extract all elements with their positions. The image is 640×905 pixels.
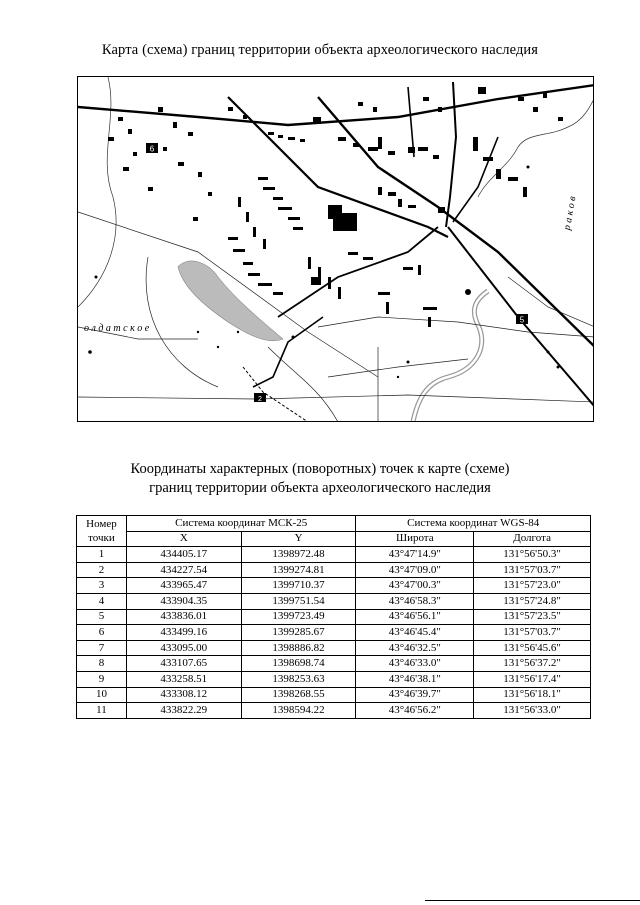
table-body [77, 547, 591, 719]
cell-n: 6 [77, 625, 127, 641]
cell-lon: 131°57'23.0" [474, 578, 591, 594]
cell-lat: 43°46'58.3" [356, 593, 474, 609]
cell-x: 434405.17 [126, 547, 241, 563]
cell-lat: 43°47'09.0" [356, 562, 474, 578]
cell-x: 433499.16 [126, 625, 241, 641]
stream [78, 77, 116, 307]
cell-lon: 131°56'50.3" [474, 547, 591, 563]
table-row [77, 578, 591, 594]
cell-lat: 43°46'33.0" [356, 656, 474, 672]
table-row [77, 625, 591, 641]
cell-lon: 131°57'03.7" [474, 562, 591, 578]
cell-lon: 131°57'24.8" [474, 593, 591, 609]
page-title: Карта (схема) границ территории объекта археологического наследия [101, 42, 539, 58]
header-wgs84: Система координат WGS-84 [356, 516, 591, 532]
cell-lon: 131°56'17.4" [474, 671, 591, 687]
cell-lon: 131°57'23.5" [474, 609, 591, 625]
caption-line-1: Координаты характерных (поворотных) точек к карте (схеме) [130, 461, 510, 477]
map-marker-small [408, 147, 415, 153]
cell-lat: 43°47'14.9" [356, 547, 474, 563]
cell-y: 1399710.37 [241, 578, 356, 594]
caption-line-2: границ территории объекта археологического наследия [149, 480, 491, 496]
table-subheader-row [77, 531, 591, 547]
table-row [77, 562, 591, 578]
header-point-number: Номер точки [77, 516, 127, 547]
cell-x: 433308.12 [126, 687, 241, 703]
table-caption [0, 460, 640, 498]
cell-x: 433965.47 [126, 578, 241, 594]
cell-n: 7 [77, 640, 127, 656]
table-row [77, 640, 591, 656]
footer-rule [425, 900, 640, 901]
table-row [77, 656, 591, 672]
buildings [108, 92, 563, 327]
header-x: X [126, 531, 241, 547]
lake [178, 261, 283, 341]
cell-n: 3 [77, 578, 127, 594]
map-dots [88, 166, 559, 379]
cell-y: 1398972.48 [241, 547, 356, 563]
map-marker-small [438, 207, 445, 213]
cell-n: 11 [77, 703, 127, 719]
table-row [77, 671, 591, 687]
table-row [77, 593, 591, 609]
cell-lat: 43°46'32.5" [356, 640, 474, 656]
map-marker-small [478, 87, 486, 94]
cell-y: 1399751.54 [241, 593, 356, 609]
cell-lon: 131°56'45.6" [474, 640, 591, 656]
map-marker-small [313, 117, 321, 124]
cell-y: 1399723.49 [241, 609, 356, 625]
table-row [77, 703, 591, 719]
map-label-east: р а к о в [561, 195, 579, 231]
cell-y: 1398594.22 [241, 703, 356, 719]
table-row [77, 609, 591, 625]
cell-n: 10 [77, 687, 127, 703]
cell-x: 433822.29 [126, 703, 241, 719]
cell-x: 433095.00 [126, 640, 241, 656]
map-marker-6 [146, 143, 158, 154]
map-marker-5 [516, 314, 528, 325]
cell-x: 434227.54 [126, 562, 241, 578]
table-row [77, 547, 591, 563]
map-marker-small [311, 277, 321, 285]
header-msk25: Система координат МСК-25 [126, 516, 356, 532]
table-row [77, 687, 591, 703]
cell-lat: 43°46'56.2" [356, 703, 474, 719]
cell-y: 1399274.81 [241, 562, 356, 578]
map-label-street: о л д а т с к о е [84, 323, 150, 334]
cell-lat: 43°46'39.7" [356, 687, 474, 703]
cell-y: 1399285.67 [241, 625, 356, 641]
header-lon: Долгота [474, 531, 591, 547]
cell-x: 433107.65 [126, 656, 241, 672]
cell-n: 4 [77, 593, 127, 609]
cell-lat: 43°46'45.4" [356, 625, 474, 641]
cell-y: 1398253.63 [241, 671, 356, 687]
svg-text:6: 6 [149, 144, 155, 154]
cell-lon: 131°56'37.2" [474, 656, 591, 672]
main-roads [78, 82, 594, 407]
cell-y: 1398268.55 [241, 687, 356, 703]
cell-lat: 43°47'00.3" [356, 578, 474, 594]
cell-n: 9 [77, 671, 127, 687]
coordinates-table [76, 515, 591, 719]
cell-n: 8 [77, 656, 127, 672]
map-marker-2 [254, 393, 266, 403]
map-drawing [78, 77, 594, 422]
cell-x: 433904.35 [126, 593, 241, 609]
svg-text:2: 2 [258, 396, 262, 403]
header-y: Y [241, 531, 356, 547]
table-header-row [77, 516, 591, 532]
cell-lon: 131°56'18.1" [474, 687, 591, 703]
cell-lon: 131°57'03.7" [474, 625, 591, 641]
cell-lat: 43°46'56.1" [356, 609, 474, 625]
cell-x: 433258.51 [126, 671, 241, 687]
cell-n: 1 [77, 547, 127, 563]
header-lat: Широта [356, 531, 474, 547]
cell-x: 433836.01 [126, 609, 241, 625]
cell-lat: 43°46'38.1" [356, 671, 474, 687]
map-scheme [77, 76, 594, 422]
cell-y: 1398698.74 [241, 656, 356, 672]
svg-text:5: 5 [519, 315, 525, 325]
cell-lon: 131°56'33.0" [474, 703, 591, 719]
cell-n: 5 [77, 609, 127, 625]
cell-y: 1398886.82 [241, 640, 356, 656]
cell-n: 2 [77, 562, 127, 578]
